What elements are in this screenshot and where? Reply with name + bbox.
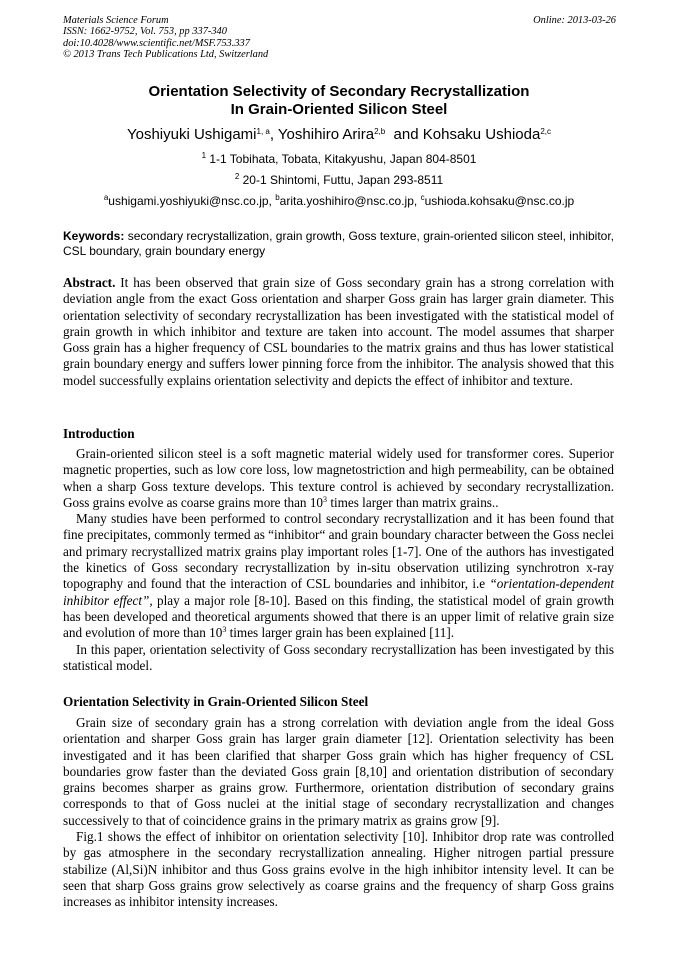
author-and: and xyxy=(385,126,423,143)
doi-line: doi:10.4028/www.scientific.net/MSF.753.337 xyxy=(63,37,250,49)
copyright-line: © 2013 Trans Tech Publications Ltd, Switzerland xyxy=(63,49,269,61)
affiliation-1-mark: 1 xyxy=(201,151,207,160)
journal-header xyxy=(63,15,616,61)
online-date: Online: 2013-03-26 xyxy=(533,15,616,26)
intro-paragraph-1 xyxy=(63,446,614,511)
intro-p1-text-a: Grain-oriented silicon steel is a soft magnetic material widely used for transformer cores. Superior magnetic properties, such as low core loss, low magnetostriction and high permeability, can be obtained when a sharp Goss texture develops. This texture control is achieved by secondary recrystallization. Goss grains evolve as coarse grains more than 10 xyxy=(63,446,614,510)
author-3-affil: 2,c xyxy=(540,127,551,136)
section2-paragraph-1: Grain size of secondary grain has a strong correlation with deviation angle from the ideal Goss orientation and sharper Goss grain has larger grain diameter [12]. Orientation selectivity has been investigated and it has been clarified that sharper Goss grain which has higher frequency of CSL boundaries grow faster than the deviated Goss grain [8,10] and orientation distribution of secondary grains becomes sharper as grains grow. Furthermore, orientation distribution of secondary grains corresponds to that of Goss nuclei at the initial stage of secondary recrystallization and changes successively to that of coincidence grains in the primary matrix as grains grow [9]. xyxy=(63,715,614,828)
email-c: ushioda.kohsaku@nsc.co.jp xyxy=(424,194,575,208)
section2-heading: Orientation Selectivity in Grain-Oriented Silicon Steel xyxy=(63,694,369,709)
intro-paragraph-3: In this paper, orientation selectivity of Goss secondary recrystallization has been investigated by this statistical model. xyxy=(63,641,614,673)
intro-p1-exponent: 3 xyxy=(323,494,328,504)
abstract-label: Abstract. xyxy=(63,275,116,290)
author-1-affil: 1, a xyxy=(256,127,270,136)
email-a-mark: a xyxy=(103,193,109,202)
section2-body xyxy=(63,715,614,911)
affiliation-2-mark: 2 xyxy=(234,172,240,181)
author-2-affil: 2,b xyxy=(374,127,386,136)
affiliation-1-text: 1-1 Tobihata, Tobata, Kitakyushu, Japan 804-8501 xyxy=(206,152,477,166)
intro-p2-text-a: Many studies have been performed to control secondary recrystallization and it has been found that fine precipitates, commonly termed as “inhibitor“ and grain boundary character between the Goss neclei and primary recrystallized matrix grains play important roles [1-7]. One of the authors has investigated the kinetics of Goss secondary recrystallization by in-situ observation utilizing synchrotron x-ray topography and found that the interaction of CSL boundaries and inhibitor, i.e xyxy=(63,511,614,592)
intro-p2-italic: “orientation-dependent inhibitor effect”, xyxy=(63,576,614,608)
journal-name: Materials Science Forum xyxy=(63,15,169,26)
author-separator: , xyxy=(269,126,278,143)
intro-heading: Introduction xyxy=(63,426,135,441)
abstract xyxy=(63,275,614,389)
abstract-text: It has been observed that grain size of Goss secondary grain has a strong correlation with deviation angle from the exact Goss orientation and sharper Goss grain has larger grain diameter. This orientation selectivity of secondary recrystallization has been investigated with the statistical model of grain growth in which inhibitor and texture are taken into account. The model assumes that sharper Goss grain has a higher frequency of CSL boundaries to the matrix grains and thus has lower statistical grain boundary energy and suffers lower pinning force from the inhibitor. The analysis showed that this model successfully explains orientation selectivity and depicts the effect of inhibitor and texture. xyxy=(63,275,614,388)
intro-p2-exponent: 3 xyxy=(222,625,227,635)
email-b: arita.yoshihiro@nsc.co.jp, xyxy=(279,194,421,208)
section2-paragraph-2: Fig.1 shows the effect of inhibitor on orientation selectivity [10]. Inhibitor drop rate was controlled by gas atmosphere in the secondary recrystallization annealing. Higher nitrogen partial pressure stabilize (Al,Si)N inhibitor and thus Goss grains evolve in the high inhibitor intensity level. It can be seen that sharp Goss grains grow selectively as coarse grains and the frequency of sharp Goss grains increases as inhibitor intensity increases. xyxy=(63,829,614,910)
intro-p2-text-b: play a major role [8-10]. Based on this finding, the statistical model of grain growth has been developed and theoretical arguments showed that there is an upper limit of relative grain size and evolution of more than 10 xyxy=(63,592,614,641)
keywords-label: Keywords: xyxy=(63,229,125,243)
email-line xyxy=(0,194,678,208)
affiliation-1 xyxy=(0,152,678,166)
author-2: Yoshihiro Arira xyxy=(277,126,375,143)
keywords-text: secondary recrystallization, grain growth, Goss texture, grain-oriented silicon steel, inhibitor, CSL boundary, grain boundary energy xyxy=(63,229,614,258)
intro-paragraph-2 xyxy=(63,511,614,641)
author-3: Kohsaku Ushioda xyxy=(422,126,541,143)
author-list xyxy=(0,126,678,144)
email-c-mark: c xyxy=(420,193,425,202)
intro-body xyxy=(63,446,614,674)
paper-title-line2: In Grain-Oriented Silicon Steel xyxy=(230,101,448,118)
email-a: ushigami.yoshiyuki@nsc.co.jp, xyxy=(108,194,276,208)
affiliation-2 xyxy=(0,173,678,187)
paper-title-line1: Orientation Selectivity of Secondary Recrystallization xyxy=(148,83,530,100)
issn-line: ISSN: 1662-9752, Vol. 753, pp 337-340 xyxy=(63,26,227,38)
keywords xyxy=(63,229,614,259)
affiliation-2-text: 20-1 Shintomi, Futtu, Japan 293-8511 xyxy=(239,173,444,187)
intro-p1-text-b: times larger than matrix grains.. xyxy=(327,494,499,510)
email-b-mark: b xyxy=(275,193,280,202)
author-1: Yoshiyuki Ushigami xyxy=(126,126,257,143)
intro-p2-text-c: times larger grain has been explained [11]. xyxy=(226,625,455,641)
